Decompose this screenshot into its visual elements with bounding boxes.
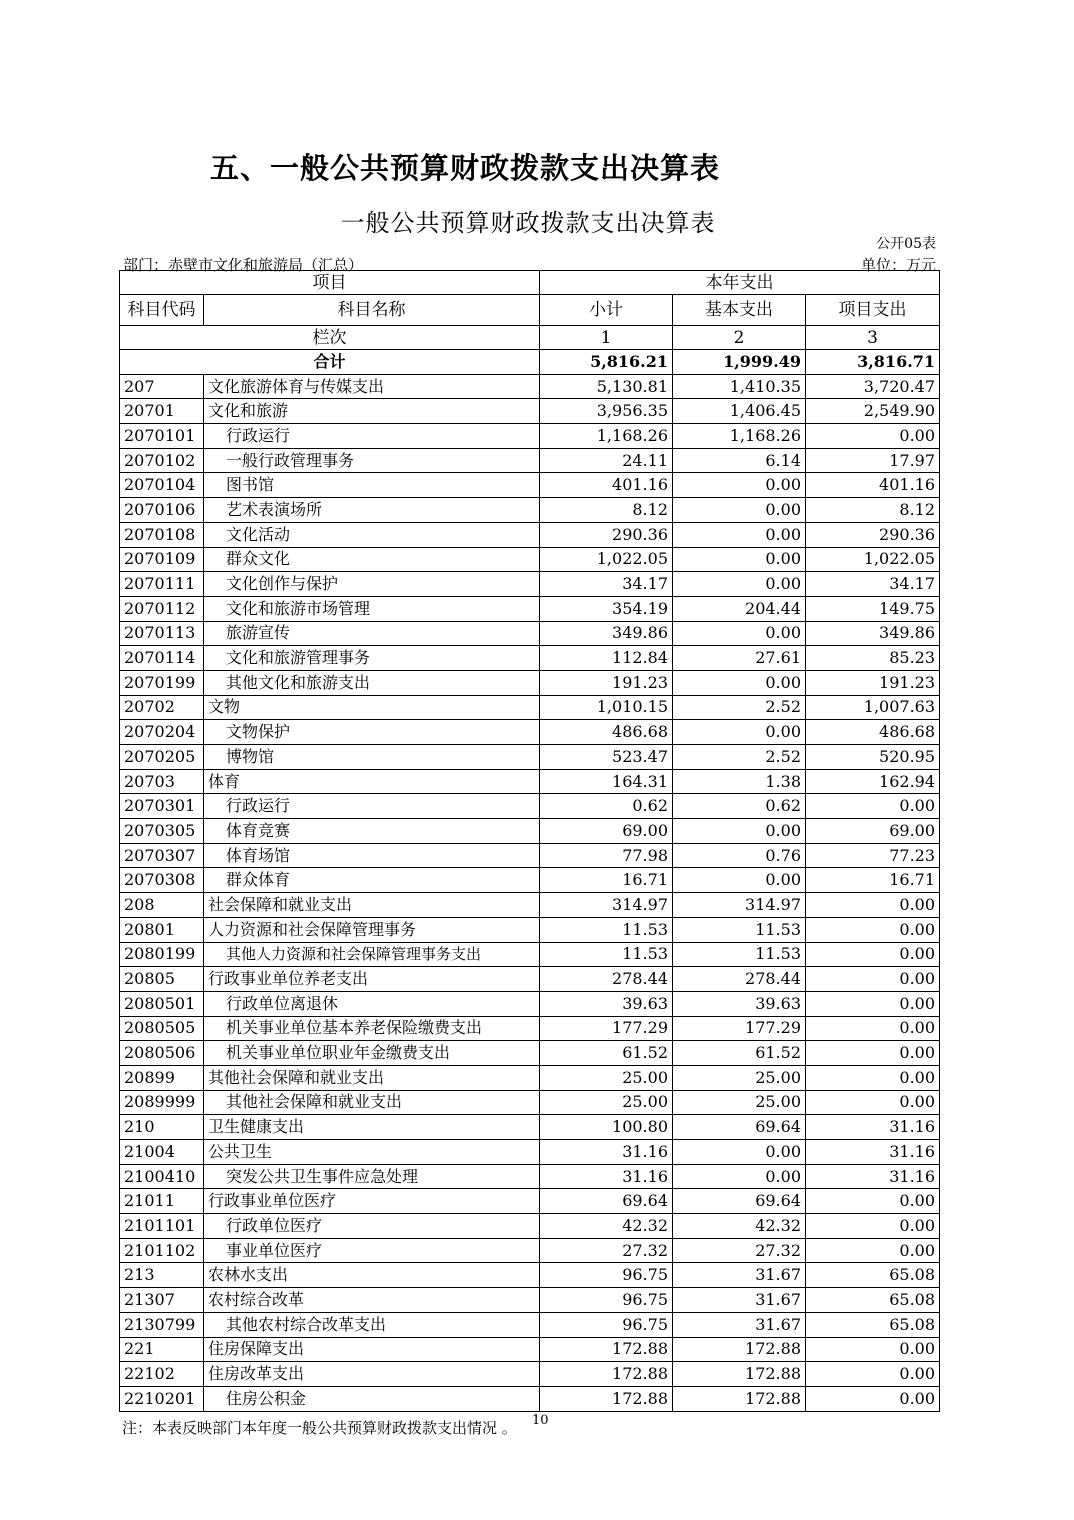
row-code: 21011 [120,1189,204,1214]
row-subtotal: 172.88 [540,1362,673,1387]
total-row [120,350,940,375]
table-row [120,695,940,720]
row-subtotal: 24.11 [540,448,673,473]
table-row [120,424,940,449]
row-subtotal: 177.29 [540,1016,673,1041]
row-basic: 172.88 [673,1386,806,1411]
unit-label: 单位：万元 [860,256,936,274]
header-basic: 基本支出 [673,295,806,326]
row-code: 2070199 [120,670,204,695]
row-basic: 204.44 [673,596,806,621]
row-project: 401.16 [806,473,940,498]
row-name: 文化旅游体育与传媒支出 [204,374,540,399]
row-name: 其他农村综合改革支出 [204,1312,540,1337]
row-subtotal: 1,010.15 [540,695,673,720]
row-basic: 172.88 [673,1337,806,1362]
table-row [120,473,940,498]
row-code: 2080501 [120,991,204,1016]
table-row [120,1115,940,1140]
row-subtotal: 401.16 [540,473,673,498]
row-subtotal: 191.23 [540,670,673,695]
row-subtotal: 11.53 [540,942,673,967]
row-subtotal: 25.00 [540,1065,673,1090]
row-project: 0.00 [806,942,940,967]
row-project: 0.00 [806,1337,940,1362]
row-code: 2070204 [120,720,204,745]
row-subtotal: 96.75 [540,1288,673,1313]
row-basic: 27.61 [673,646,806,671]
row-name: 卫生健康支出 [204,1115,540,1140]
row-name: 农林水支出 [204,1263,540,1288]
table-row [120,745,940,770]
table-row [120,498,940,523]
row-name: 文化和旅游市场管理 [204,596,540,621]
row-name: 旅游宣传 [204,621,540,646]
row-project: 65.08 [806,1288,940,1313]
total-label: 合计 [120,350,540,375]
row-basic: 11.53 [673,917,806,942]
row-code: 208 [120,893,204,918]
row-code: 2070113 [120,621,204,646]
form-number: 公开05表 [876,236,936,252]
row-project: 65.08 [806,1263,940,1288]
header-current-year: 本年支出 [540,271,940,295]
row-name: 其他社会保障和就业支出 [204,1065,540,1090]
row-subtotal: 16.71 [540,868,673,893]
row-basic: 2.52 [673,745,806,770]
row-basic: 1,410.35 [673,374,806,399]
row-code: 22102 [120,1362,204,1387]
table-row [120,1337,940,1362]
row-name: 其他文化和旅游支出 [204,670,540,695]
header-col1: 1 [540,326,673,350]
table-row [120,399,940,424]
table-row [120,1041,940,1066]
row-project: 69.00 [806,819,940,844]
row-project: 31.16 [806,1140,940,1165]
row-project: 0.00 [806,1016,940,1041]
row-subtotal: 172.88 [540,1337,673,1362]
row-code: 2070106 [120,498,204,523]
row-project: 349.86 [806,621,940,646]
row-project: 191.23 [806,670,940,695]
row-subtotal: 290.36 [540,522,673,547]
row-name: 机关事业单位职业年金缴费支出 [204,1041,540,1066]
table-row [120,1238,940,1263]
row-basic: 0.00 [673,473,806,498]
row-basic: 1,406.45 [673,399,806,424]
table-row [120,374,940,399]
row-code: 20801 [120,917,204,942]
row-project: 1,022.05 [806,547,940,572]
row-code: 213 [120,1263,204,1288]
row-code: 2210201 [120,1386,204,1411]
row-code: 207 [120,374,204,399]
row-subtotal: 61.52 [540,1041,673,1066]
table-row [120,1164,940,1189]
table-row [120,1140,940,1165]
row-subtotal: 8.12 [540,498,673,523]
table-row [120,621,940,646]
table-row [120,1065,940,1090]
row-code: 2070305 [120,819,204,844]
header-name: 科目名称 [204,295,540,326]
table-row [120,522,940,547]
row-project: 0.00 [806,917,940,942]
row-basic: 0.00 [673,572,806,597]
row-basic: 0.00 [673,547,806,572]
table-row [120,1362,940,1387]
row-basic: 0.00 [673,819,806,844]
row-basic: 0.00 [673,868,806,893]
row-project: 0.00 [806,1386,940,1411]
row-project: 31.16 [806,1115,940,1140]
header-row-2 [120,295,940,326]
page-title: 五、一般公共预算财政拨款支出决算表 [209,151,720,185]
row-subtotal: 96.75 [540,1263,673,1288]
total-basic: 1,999.49 [673,350,806,375]
page-number: 10 [532,1413,549,1428]
row-name: 文化活动 [204,522,540,547]
table-row [120,1214,940,1239]
row-project: 0.00 [806,1214,940,1239]
row-project: 0.00 [806,1041,940,1066]
row-project: 0.00 [806,893,940,918]
row-name: 社会保障和就业支出 [204,893,540,918]
row-project: 16.71 [806,868,940,893]
row-basic: 25.00 [673,1065,806,1090]
row-name: 体育 [204,769,540,794]
row-basic: 0.00 [673,498,806,523]
row-name: 群众体育 [204,868,540,893]
row-basic: 31.67 [673,1288,806,1313]
row-code: 2070108 [120,522,204,547]
table-row [120,769,940,794]
row-subtotal: 11.53 [540,917,673,942]
row-code: 2070205 [120,745,204,770]
row-code: 20701 [120,399,204,424]
row-code: 2070111 [120,572,204,597]
row-subtotal: 0.62 [540,794,673,819]
row-basic: 11.53 [673,942,806,967]
row-project: 162.94 [806,769,940,794]
row-code: 21307 [120,1288,204,1313]
row-project: 85.23 [806,646,940,671]
table-row [120,917,940,942]
row-basic: 69.64 [673,1189,806,1214]
row-name: 机关事业单位基本养老保险缴费支出 [204,1016,540,1041]
table-row [120,670,940,695]
row-subtotal: 354.19 [540,596,673,621]
header-subtotal: 小计 [540,295,673,326]
total-project: 3,816.71 [806,350,940,375]
table-row [120,819,940,844]
row-name: 群众文化 [204,547,540,572]
row-project: 290.36 [806,522,940,547]
row-subtotal: 25.00 [540,1090,673,1115]
row-project: 0.00 [806,1362,940,1387]
row-subtotal: 278.44 [540,967,673,992]
row-name: 图书馆 [204,473,540,498]
row-project: 2,549.90 [806,399,940,424]
row-name: 人力资源和社会保障管理事务 [204,917,540,942]
row-code: 2130799 [120,1312,204,1337]
table-row [120,942,940,967]
row-subtotal: 39.63 [540,991,673,1016]
row-project: 0.00 [806,1238,940,1263]
row-basic: 61.52 [673,1041,806,1066]
row-project: 0.00 [806,967,940,992]
row-basic: 6.14 [673,448,806,473]
row-code: 21004 [120,1140,204,1165]
table-row [120,720,940,745]
row-name: 行政单位医疗 [204,1214,540,1239]
row-code: 20899 [120,1065,204,1090]
row-subtotal: 349.86 [540,621,673,646]
row-code: 2089999 [120,1090,204,1115]
header-row-1 [120,271,940,295]
table-row [120,991,940,1016]
table-row [120,646,940,671]
row-basic: 0.76 [673,843,806,868]
row-subtotal: 112.84 [540,646,673,671]
table-row [120,868,940,893]
table-row [120,547,940,572]
row-code: 2070301 [120,794,204,819]
row-name: 文物 [204,695,540,720]
header-row-3 [120,326,940,350]
row-subtotal: 27.32 [540,1238,673,1263]
table-row [120,843,940,868]
row-code: 2070104 [120,473,204,498]
row-basic: 1,168.26 [673,424,806,449]
row-subtotal: 69.00 [540,819,673,844]
row-basic: 177.29 [673,1016,806,1041]
header-column-no: 栏次 [120,326,540,350]
row-basic: 69.64 [673,1115,806,1140]
row-name: 行政事业单位医疗 [204,1189,540,1214]
row-project: 149.75 [806,596,940,621]
row-name: 博物馆 [204,745,540,770]
row-project: 0.00 [806,424,940,449]
row-basic: 2.52 [673,695,806,720]
table-row [120,1189,940,1214]
row-name: 行政运行 [204,794,540,819]
row-name: 体育竞赛 [204,819,540,844]
table-row [120,1016,940,1041]
row-project: 0.00 [806,1189,940,1214]
row-code: 2100410 [120,1164,204,1189]
row-code: 20703 [120,769,204,794]
row-name: 体育场馆 [204,843,540,868]
row-code: 2080505 [120,1016,204,1041]
row-code: 20805 [120,967,204,992]
row-basic: 278.44 [673,967,806,992]
row-code: 2070109 [120,547,204,572]
row-basic: 31.67 [673,1263,806,1288]
row-subtotal: 77.98 [540,843,673,868]
total-subtotal: 5,816.21 [540,350,673,375]
row-basic: 0.00 [673,1164,806,1189]
row-subtotal: 3,956.35 [540,399,673,424]
row-name: 文化创作与保护 [204,572,540,597]
row-basic: 27.32 [673,1238,806,1263]
row-subtotal: 486.68 [540,720,673,745]
row-code: 210 [120,1115,204,1140]
expenditure-table [119,270,940,1412]
row-code: 2070102 [120,448,204,473]
row-name: 农村综合改革 [204,1288,540,1313]
row-name: 一般行政管理事务 [204,448,540,473]
footnote: 注：本表反映部门本年度一般公共预算财政拨款支出情况 。 [122,1419,517,1437]
row-subtotal: 172.88 [540,1386,673,1411]
table-row [120,1263,940,1288]
header-code: 科目代码 [120,295,204,326]
row-code: 2080199 [120,942,204,967]
row-subtotal: 42.32 [540,1214,673,1239]
row-code: 2070307 [120,843,204,868]
table-row [120,794,940,819]
row-name: 住房公积金 [204,1386,540,1411]
row-basic: 39.63 [673,991,806,1016]
header-project: 项目支出 [806,295,940,326]
row-project: 31.16 [806,1164,940,1189]
row-project: 17.97 [806,448,940,473]
table-row [120,1090,940,1115]
row-name: 艺术表演场所 [204,498,540,523]
header-col3: 3 [806,326,940,350]
row-name: 住房保障支出 [204,1337,540,1362]
header-col2: 2 [673,326,806,350]
table-row [120,1386,940,1411]
row-basic: 0.00 [673,670,806,695]
row-subtotal: 164.31 [540,769,673,794]
row-basic: 0.00 [673,1140,806,1165]
row-basic: 42.32 [673,1214,806,1239]
row-code: 2070308 [120,868,204,893]
table-row [120,596,940,621]
row-basic: 1.38 [673,769,806,794]
row-project: 0.00 [806,1065,940,1090]
row-name: 突发公共卫生事件应急处理 [204,1164,540,1189]
row-basic: 0.62 [673,794,806,819]
row-project: 1,007.63 [806,695,940,720]
row-name: 行政单位离退休 [204,991,540,1016]
row-name: 行政事业单位养老支出 [204,967,540,992]
row-name: 其他人力资源和社会保障管理事务支出 [204,942,540,967]
row-subtotal: 100.80 [540,1115,673,1140]
table-row [120,967,940,992]
row-code: 2101102 [120,1238,204,1263]
table-title: 一般公共预算财政拨款支出决算表 [340,209,716,237]
row-basic: 172.88 [673,1362,806,1387]
table-row [120,1312,940,1337]
row-subtotal: 1,022.05 [540,547,673,572]
row-subtotal: 34.17 [540,572,673,597]
row-name: 文化和旅游 [204,399,540,424]
row-code: 221 [120,1337,204,1362]
row-subtotal: 96.75 [540,1312,673,1337]
row-name: 其他社会保障和就业支出 [204,1090,540,1115]
row-code: 20702 [120,695,204,720]
department-label: 部门：赤壁市文化和旅游局（汇总） [123,256,364,274]
row-code: 2070101 [120,424,204,449]
row-code: 2070112 [120,596,204,621]
row-code: 2101101 [120,1214,204,1239]
row-subtotal: 31.16 [540,1140,673,1165]
table-row [120,572,940,597]
row-subtotal: 5,130.81 [540,374,673,399]
table-row [120,893,940,918]
table-row [120,448,940,473]
row-name: 文物保护 [204,720,540,745]
row-project: 8.12 [806,498,940,523]
row-project: 0.00 [806,991,940,1016]
row-subtotal: 523.47 [540,745,673,770]
row-basic: 25.00 [673,1090,806,1115]
row-name: 公共卫生 [204,1140,540,1165]
table-row [120,1288,940,1313]
row-name: 行政运行 [204,424,540,449]
row-basic: 0.00 [673,522,806,547]
row-project: 520.95 [806,745,940,770]
row-project: 486.68 [806,720,940,745]
row-subtotal: 31.16 [540,1164,673,1189]
row-basic: 0.00 [673,621,806,646]
row-project: 0.00 [806,1090,940,1115]
row-basic: 0.00 [673,720,806,745]
row-basic: 314.97 [673,893,806,918]
row-code: 2070114 [120,646,204,671]
header-item: 项目 [120,271,540,295]
row-name: 住房改革支出 [204,1362,540,1387]
row-project: 0.00 [806,794,940,819]
row-name: 事业单位医疗 [204,1238,540,1263]
row-code: 2080506 [120,1041,204,1066]
row-subtotal: 314.97 [540,893,673,918]
row-project: 34.17 [806,572,940,597]
row-subtotal: 1,168.26 [540,424,673,449]
row-project: 77.23 [806,843,940,868]
row-name: 文化和旅游管理事务 [204,646,540,671]
row-project: 65.08 [806,1312,940,1337]
row-basic: 31.67 [673,1312,806,1337]
row-subtotal: 69.64 [540,1189,673,1214]
row-project: 3,720.47 [806,374,940,399]
